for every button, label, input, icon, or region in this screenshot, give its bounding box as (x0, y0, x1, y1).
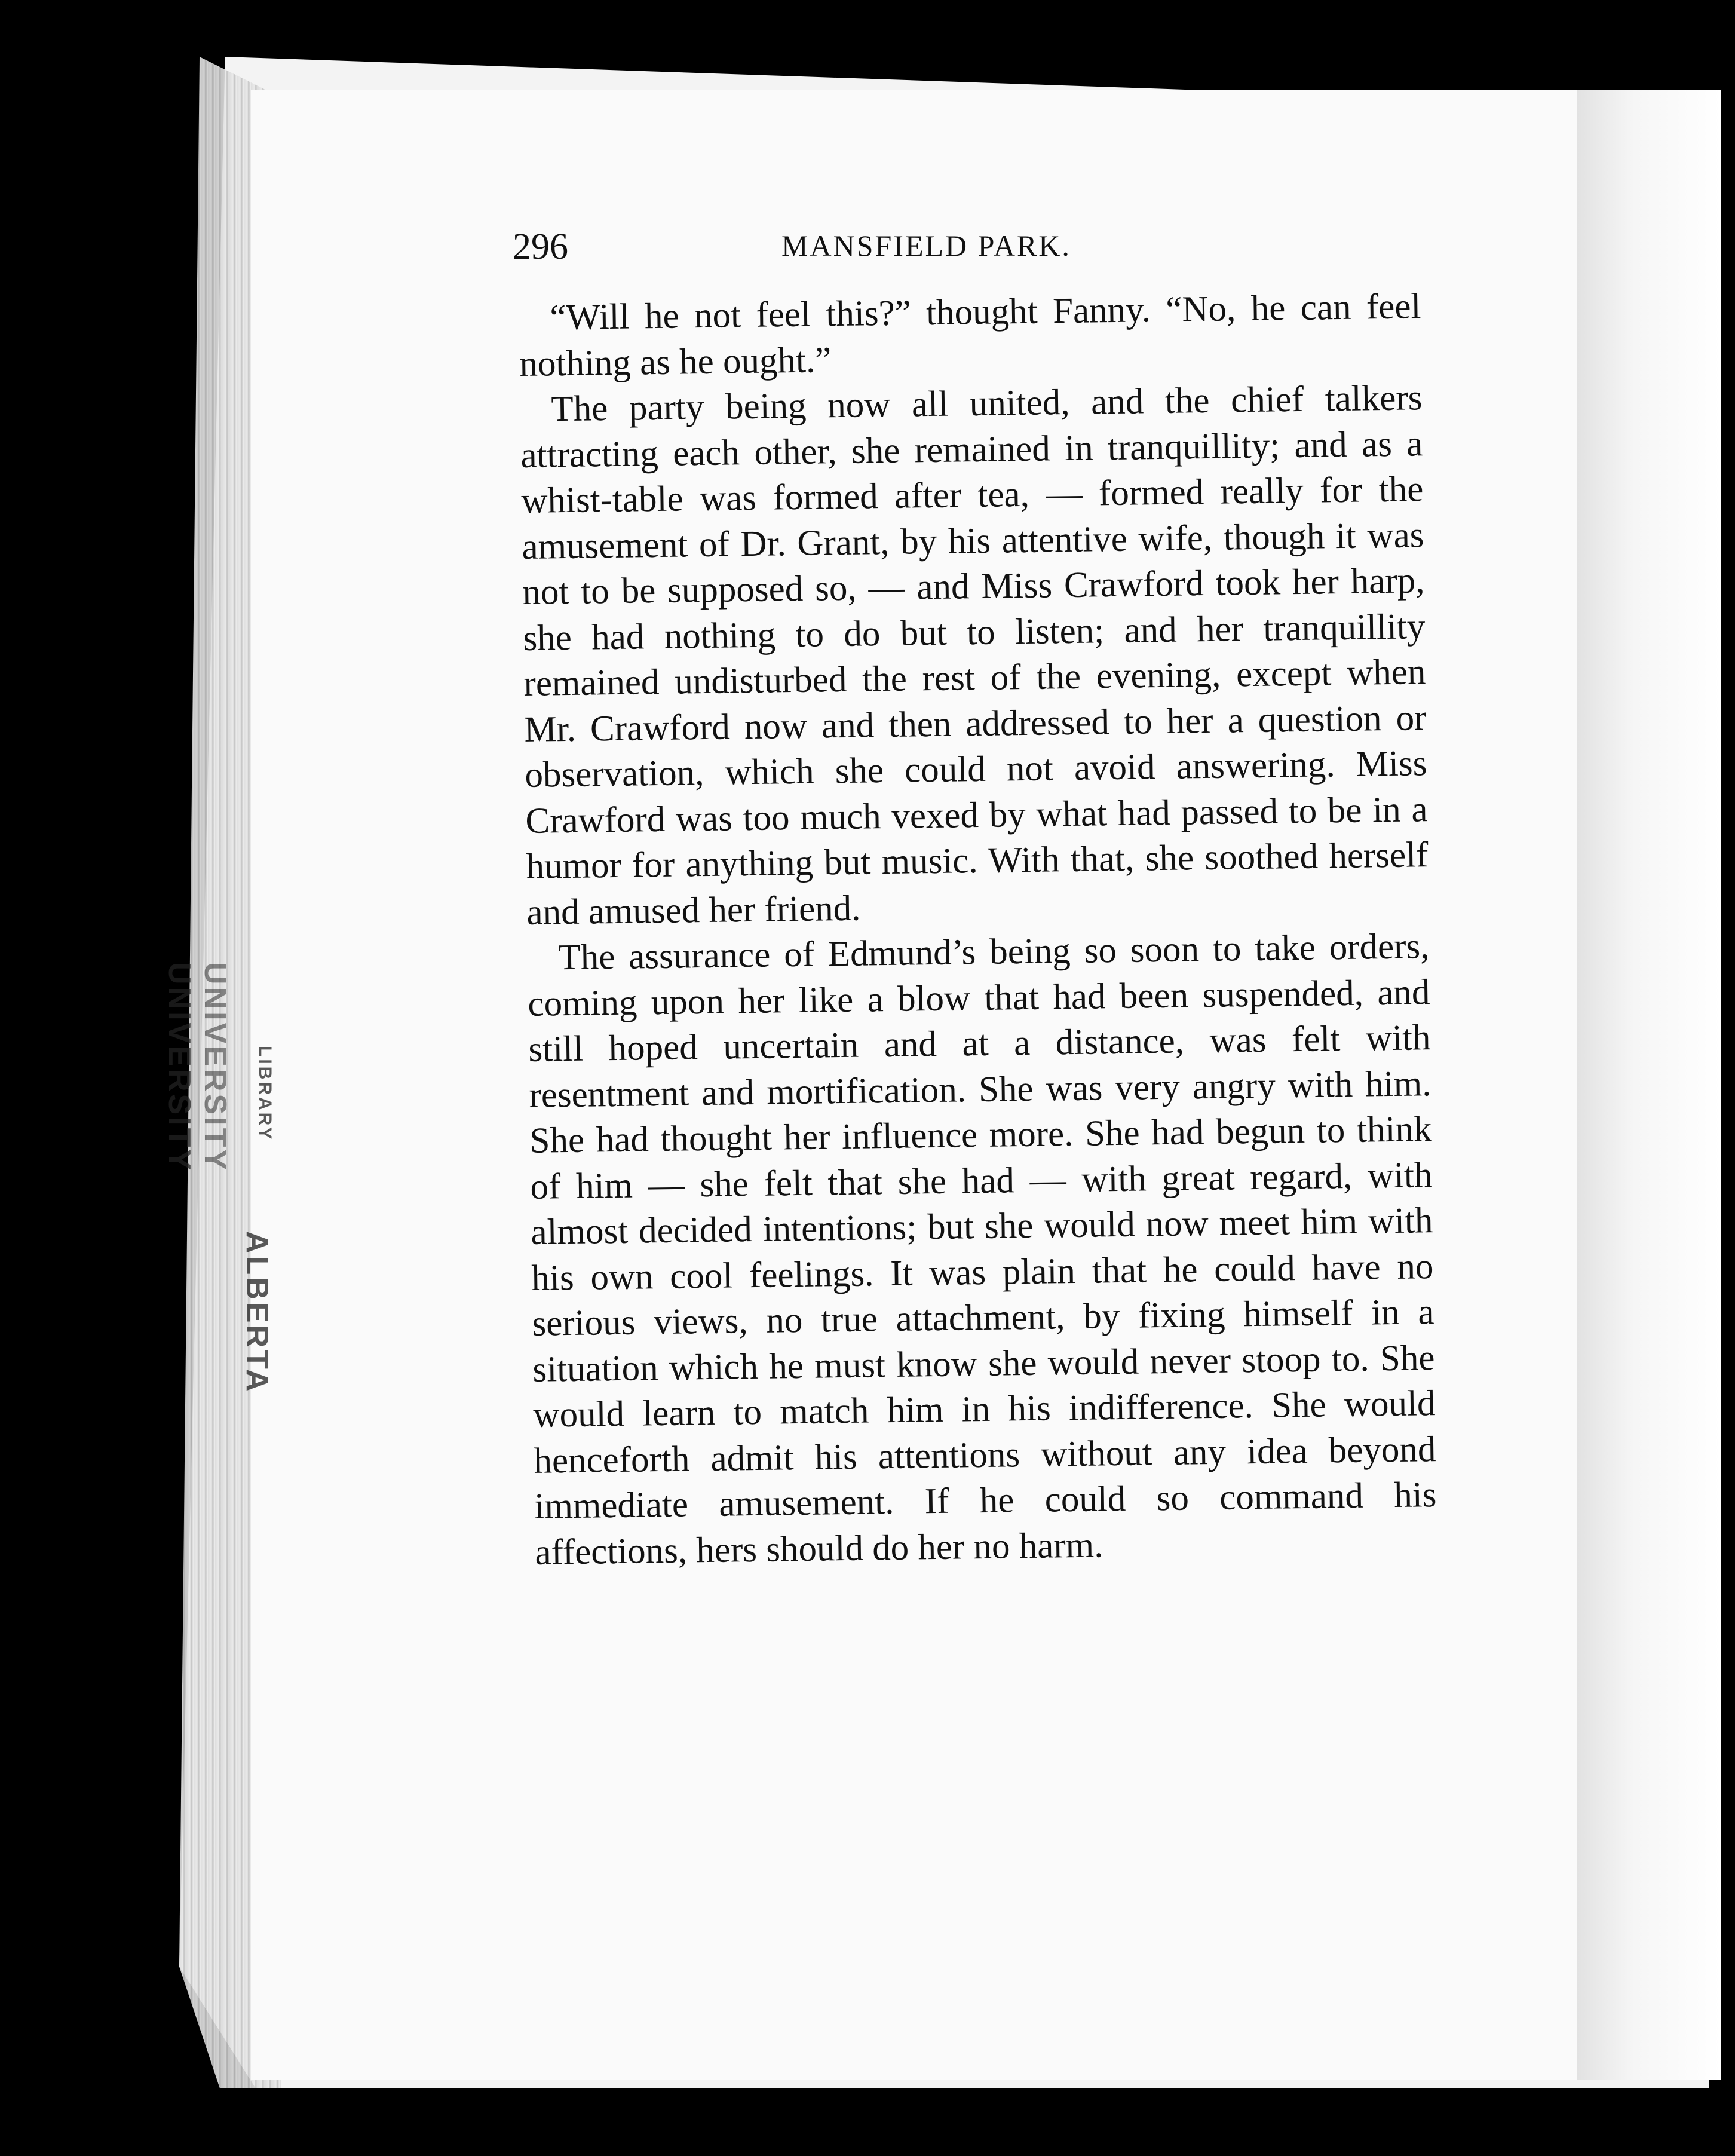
stamp-line: UNIVERSITY (198, 962, 232, 1173)
paragraph: “Will he not feel this?” thought Fanny. “No, he can feel nothing as he ought.” (519, 286, 1421, 384)
running-title: MANSFIELD PARK. (781, 229, 1071, 262)
page-number: 296 (513, 226, 568, 267)
body-text (519, 284, 1437, 1576)
page-header (513, 226, 1421, 274)
page-gutter-curl (1577, 90, 1721, 2080)
paragraph: The party being now all united, and the chief talkers attracting each other, she remained in tranquillity; and as a whist-table was formed after tea, — formed really for the amusement of Dr. Grant, by his attentive wife, though it was not to be supposed so, — and Miss Crawford took her harp, she had nothing to do but to listen; and her tranquillity remained undisturbed the rest of the evening, except when Mr. Crawford now and then addressed to her a question or observation, which she could not avoid answering. Miss Crawford was too much vexed by what had passed to be in a humor for anything but music. With that, she soothed herself and amused her friend. (520, 378, 1429, 933)
stamp-line: ALBERTA (240, 1231, 274, 1394)
paragraph: The assurance of Edmund’s being so soon to take orders, coming upon her like a blow that had been suspended, and still hoped uncertain and at a distance, was felt with resentment and mortification. She was very angry with him. She had thought her influence more. She had begun to think of him — she felt that she had — with great regard, with almost decided intentions; but she would now meet him with his own cool feelings. It was plain that he could have no serious views, no true attachment, by fixing himself in a situation which he must know she would never stoop to. She would learn to match him in his indifference. She would henceforth admit his attentions without any idea beyond immediate amusement. If he could so command his affections, hers should do her no harm. (528, 926, 1437, 1573)
stamp-line: UNIVERSITY (162, 962, 197, 1173)
library-stamp (131, 896, 275, 1434)
stamp-line: LIBRARY (255, 1046, 275, 1142)
